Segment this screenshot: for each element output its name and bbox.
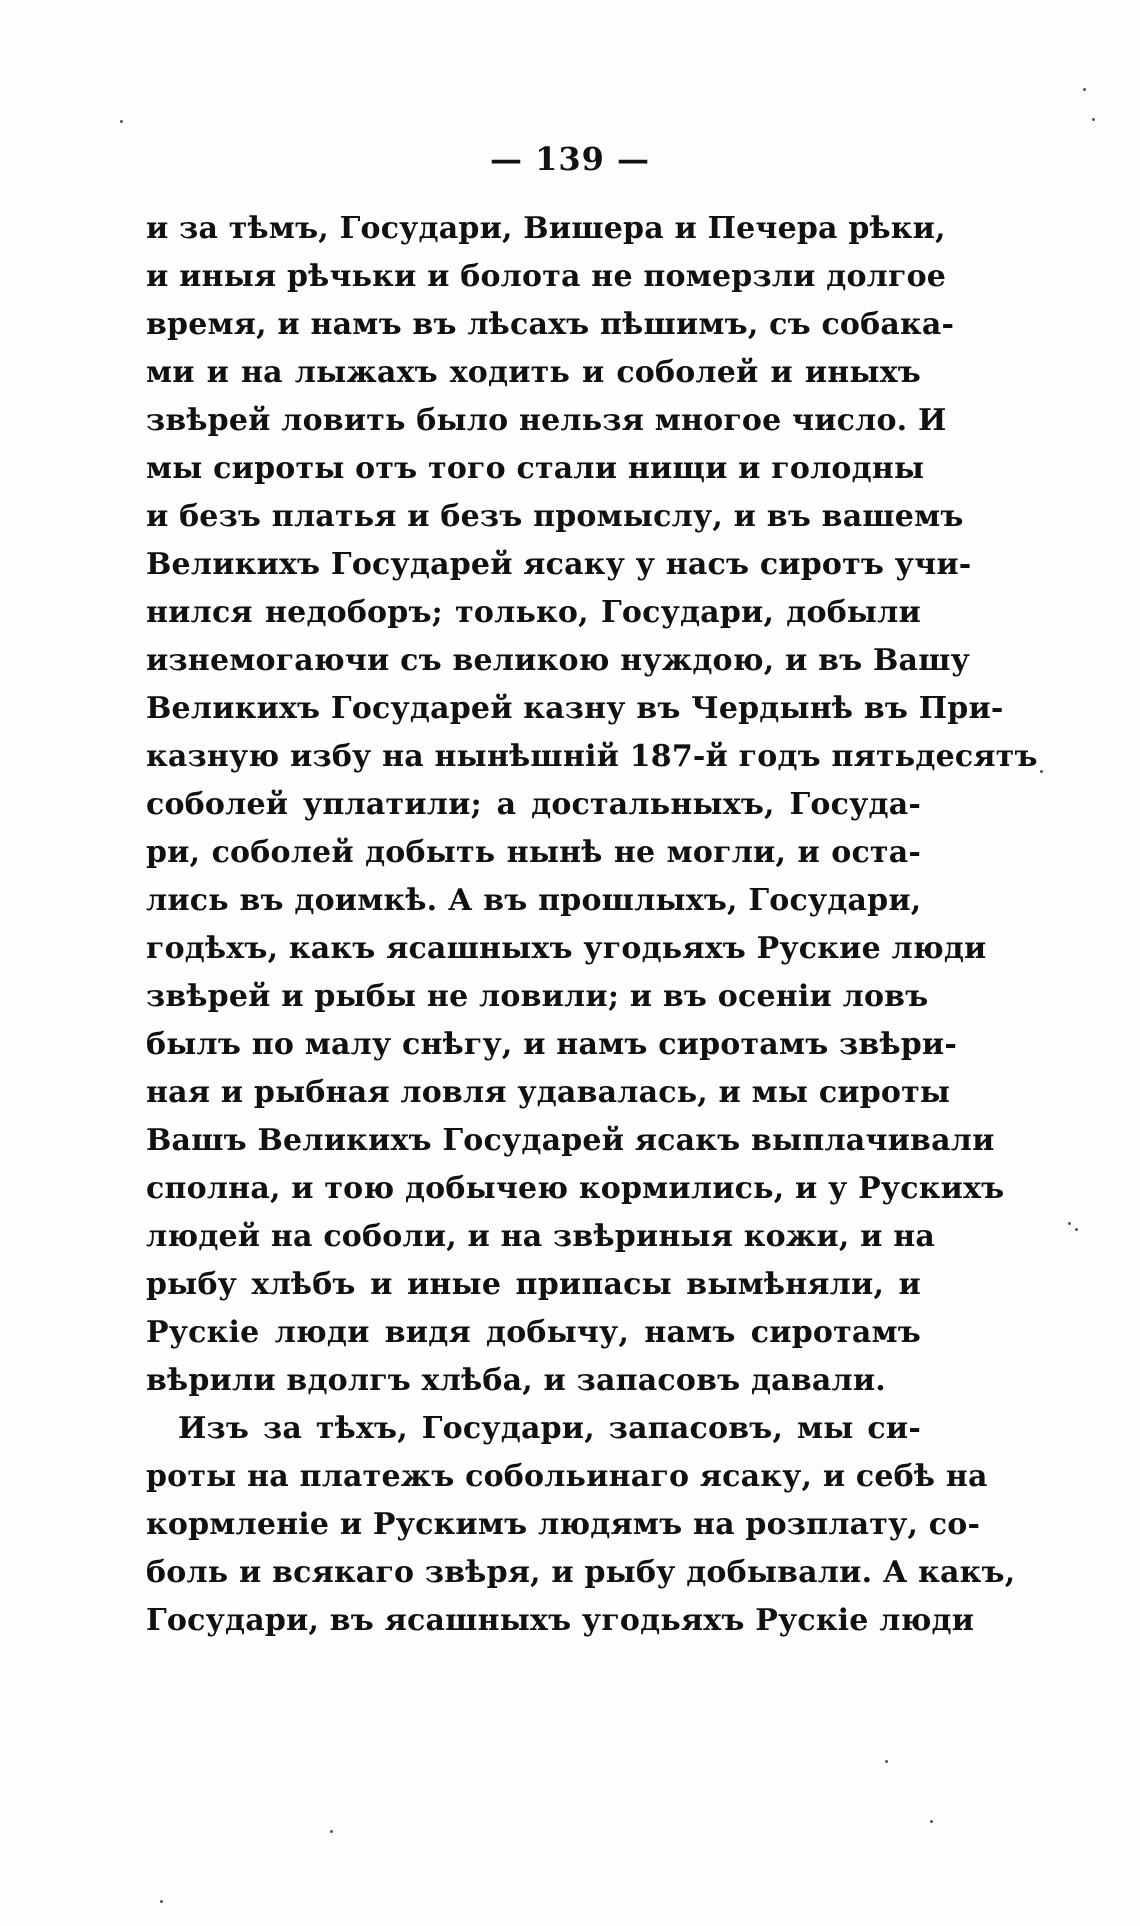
text-line: ная и рыбная ловля удавалась, и мы сироты: [146, 1075, 951, 1110]
text-line: сполна, и тою добычею кормились, и у Руcкихъ: [146, 1171, 1005, 1206]
text-line: кормленіе и Рускимъ людямъ на розплату, со-: [146, 1507, 981, 1542]
scan-speck: [120, 120, 123, 123]
text-line: мы сироты отъ того стали нищи и голодны: [146, 451, 925, 486]
text-line: и безъ платья и безъ промыслу, и въ вашемъ: [146, 499, 964, 534]
body-text: [146, 205, 1038, 1645]
text-line: Изъ за тѣхъ, Государи, запасовъ, мы си-: [178, 1411, 921, 1446]
text-line: годѣхъ, какъ ясашныхъ угодьяхъ Руские люди: [146, 931, 987, 966]
text-line: звѣрей и рыбы не ловили; и въ осеніи ловъ: [146, 979, 929, 1014]
text-line: лись въ доимкѣ. А въ прошлыхъ, Государи,: [146, 883, 922, 918]
scan-speck: [1075, 1228, 1078, 1231]
text-line: и иныя рѣчьки и болота не померзли долгое: [146, 259, 947, 294]
scan-speck: [160, 1900, 163, 1903]
text-line: людей на соболи, и на звѣриныя кожи, и на: [146, 1219, 936, 1254]
text-line: Рускіе люди видя добычу, намъ сиротамъ: [146, 1315, 921, 1350]
scan-speck: [930, 1820, 933, 1823]
text-line: нился недоборъ; только, Государи, добыли: [146, 595, 921, 630]
scan-speck: [885, 1760, 888, 1763]
text-line: соболей уплатили; а достальныхъ, Госуда-: [146, 787, 921, 822]
text-line: Великихъ Государей ясаку у насъ сиротъ учи-: [146, 547, 972, 582]
text-line: ми и на лыжахъ ходить и соболей и иныхъ: [146, 355, 921, 390]
text-line: и за тѣмъ, Государи, Вишера и Печера рѣки,: [146, 211, 946, 246]
text-line: роты на платежъ собольинаго ясаку, и себѣ на: [146, 1459, 988, 1494]
page-number: — 139 —: [489, 140, 651, 178]
text-line: казную избу на нынѣшній 187-й годъ пятьдесятъ: [146, 739, 1038, 774]
text-line: время, и намъ въ лѣсахъ пѣшимъ, съ собака-: [146, 307, 955, 342]
scan-speck: [1083, 88, 1086, 91]
text-line: звѣрей ловить было нельзя многое число. И: [146, 403, 947, 438]
scan-speck: [1068, 1222, 1071, 1225]
text-line: боль и всякаго звѣря, и рыбу добывали. А какъ,: [146, 1555, 1016, 1590]
text-line: изнемогаючи съ великою нуждою, и въ Вашу: [146, 643, 971, 678]
scan-speck: [1040, 770, 1043, 773]
text-line: Государи, въ ясашныхъ угодьяхъ Рускіе люди: [146, 1603, 975, 1638]
text-line: ри, соболей добыть нынѣ не могли, и оста-: [146, 835, 921, 870]
text-line: Вашъ Великихъ Государей ясакъ выплачивали: [146, 1123, 995, 1158]
text-line: вѣрили вдолгъ хлѣба, и запасовъ давали.: [146, 1363, 886, 1398]
text-line: рыбу хлѣбъ и иные припасы вымѣняли, и: [146, 1267, 921, 1302]
scan-speck: [330, 1830, 333, 1833]
scan-speck: [1092, 118, 1095, 121]
text-line: Великихъ Государей казну въ Чердынѣ въ При-: [146, 691, 1004, 726]
text-line: былъ по малу снѣгу, и намъ сиротамъ звѣри-: [146, 1027, 958, 1062]
